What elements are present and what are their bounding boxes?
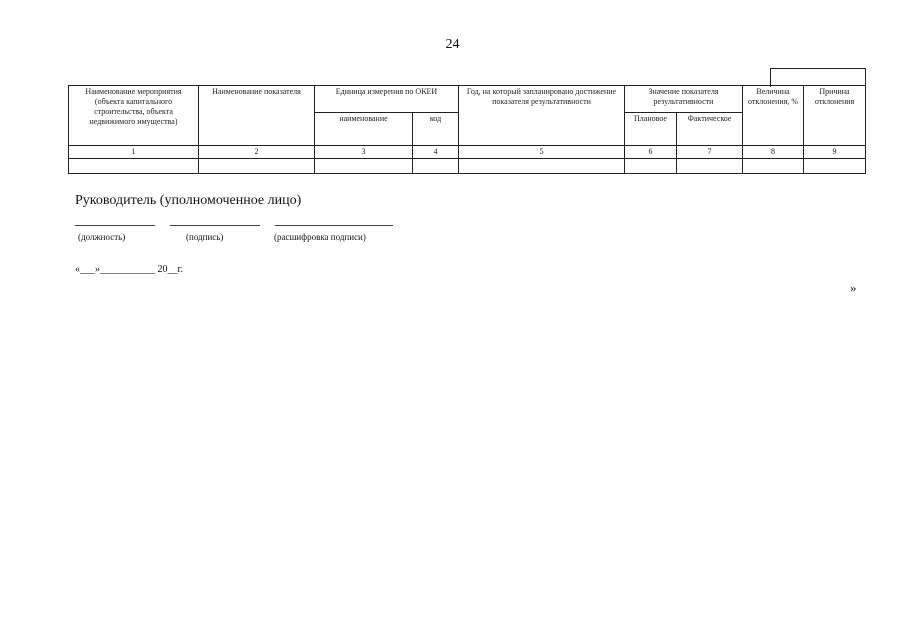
column-number: 5	[459, 146, 625, 159]
header-actual: Фактическое	[677, 113, 743, 146]
decoding-label: (расшифровка подписи)	[274, 232, 366, 242]
table-row	[69, 159, 866, 174]
header-unit-okei: Единица измерения по ОКЕИ	[315, 86, 459, 113]
column-number: 8	[743, 146, 804, 159]
signature-label: (подпись)	[186, 232, 224, 242]
decoding-line	[275, 225, 393, 226]
header-deviation-reason: Причина отклонения	[804, 86, 866, 146]
column-number: 3	[315, 146, 413, 159]
column-number: 9	[804, 146, 866, 159]
table-cell[interactable]	[199, 159, 315, 174]
table-cell[interactable]	[459, 159, 625, 174]
column-number: 7	[677, 146, 743, 159]
column-number: 2	[199, 146, 315, 159]
header-unit-name: наименование	[315, 113, 413, 146]
column-number-row	[69, 146, 866, 159]
table-cell[interactable]	[315, 159, 413, 174]
header-deviation-value: Величина отклонения, %	[743, 86, 804, 146]
header-indicator-value: Значение показателя результативности	[625, 86, 743, 113]
table-cell[interactable]	[625, 159, 677, 174]
position-line	[75, 225, 155, 226]
signature-line	[170, 225, 260, 226]
page-number: 24	[445, 37, 460, 52]
closing-quote: »	[850, 280, 857, 295]
position-label: (должность)	[78, 232, 126, 242]
table-cell[interactable]	[69, 159, 199, 174]
column-number: 1	[69, 146, 199, 159]
table-cell[interactable]	[743, 159, 804, 174]
header-event-name: Наименование мероприятия (объекта капитального строительства, объекта недвижимого имущества)	[69, 86, 199, 146]
report-table	[68, 85, 866, 174]
header-indicator-name: Наименование показателя	[199, 86, 315, 146]
table-cell[interactable]	[804, 159, 866, 174]
table-cell[interactable]	[677, 159, 743, 174]
signatory-heading: Руководитель (уполномоченное лицо)	[75, 193, 302, 208]
header-planned: Плановое	[625, 113, 677, 146]
column-number: 6	[625, 146, 677, 159]
column-number: 4	[413, 146, 459, 159]
table-cell[interactable]	[413, 159, 459, 174]
header-year-planned: Год, на который запланировано достижение показателя результативности	[459, 86, 625, 146]
header-unit-code: код	[413, 113, 459, 146]
date-line: «___»___________ 20__г.	[75, 264, 183, 275]
